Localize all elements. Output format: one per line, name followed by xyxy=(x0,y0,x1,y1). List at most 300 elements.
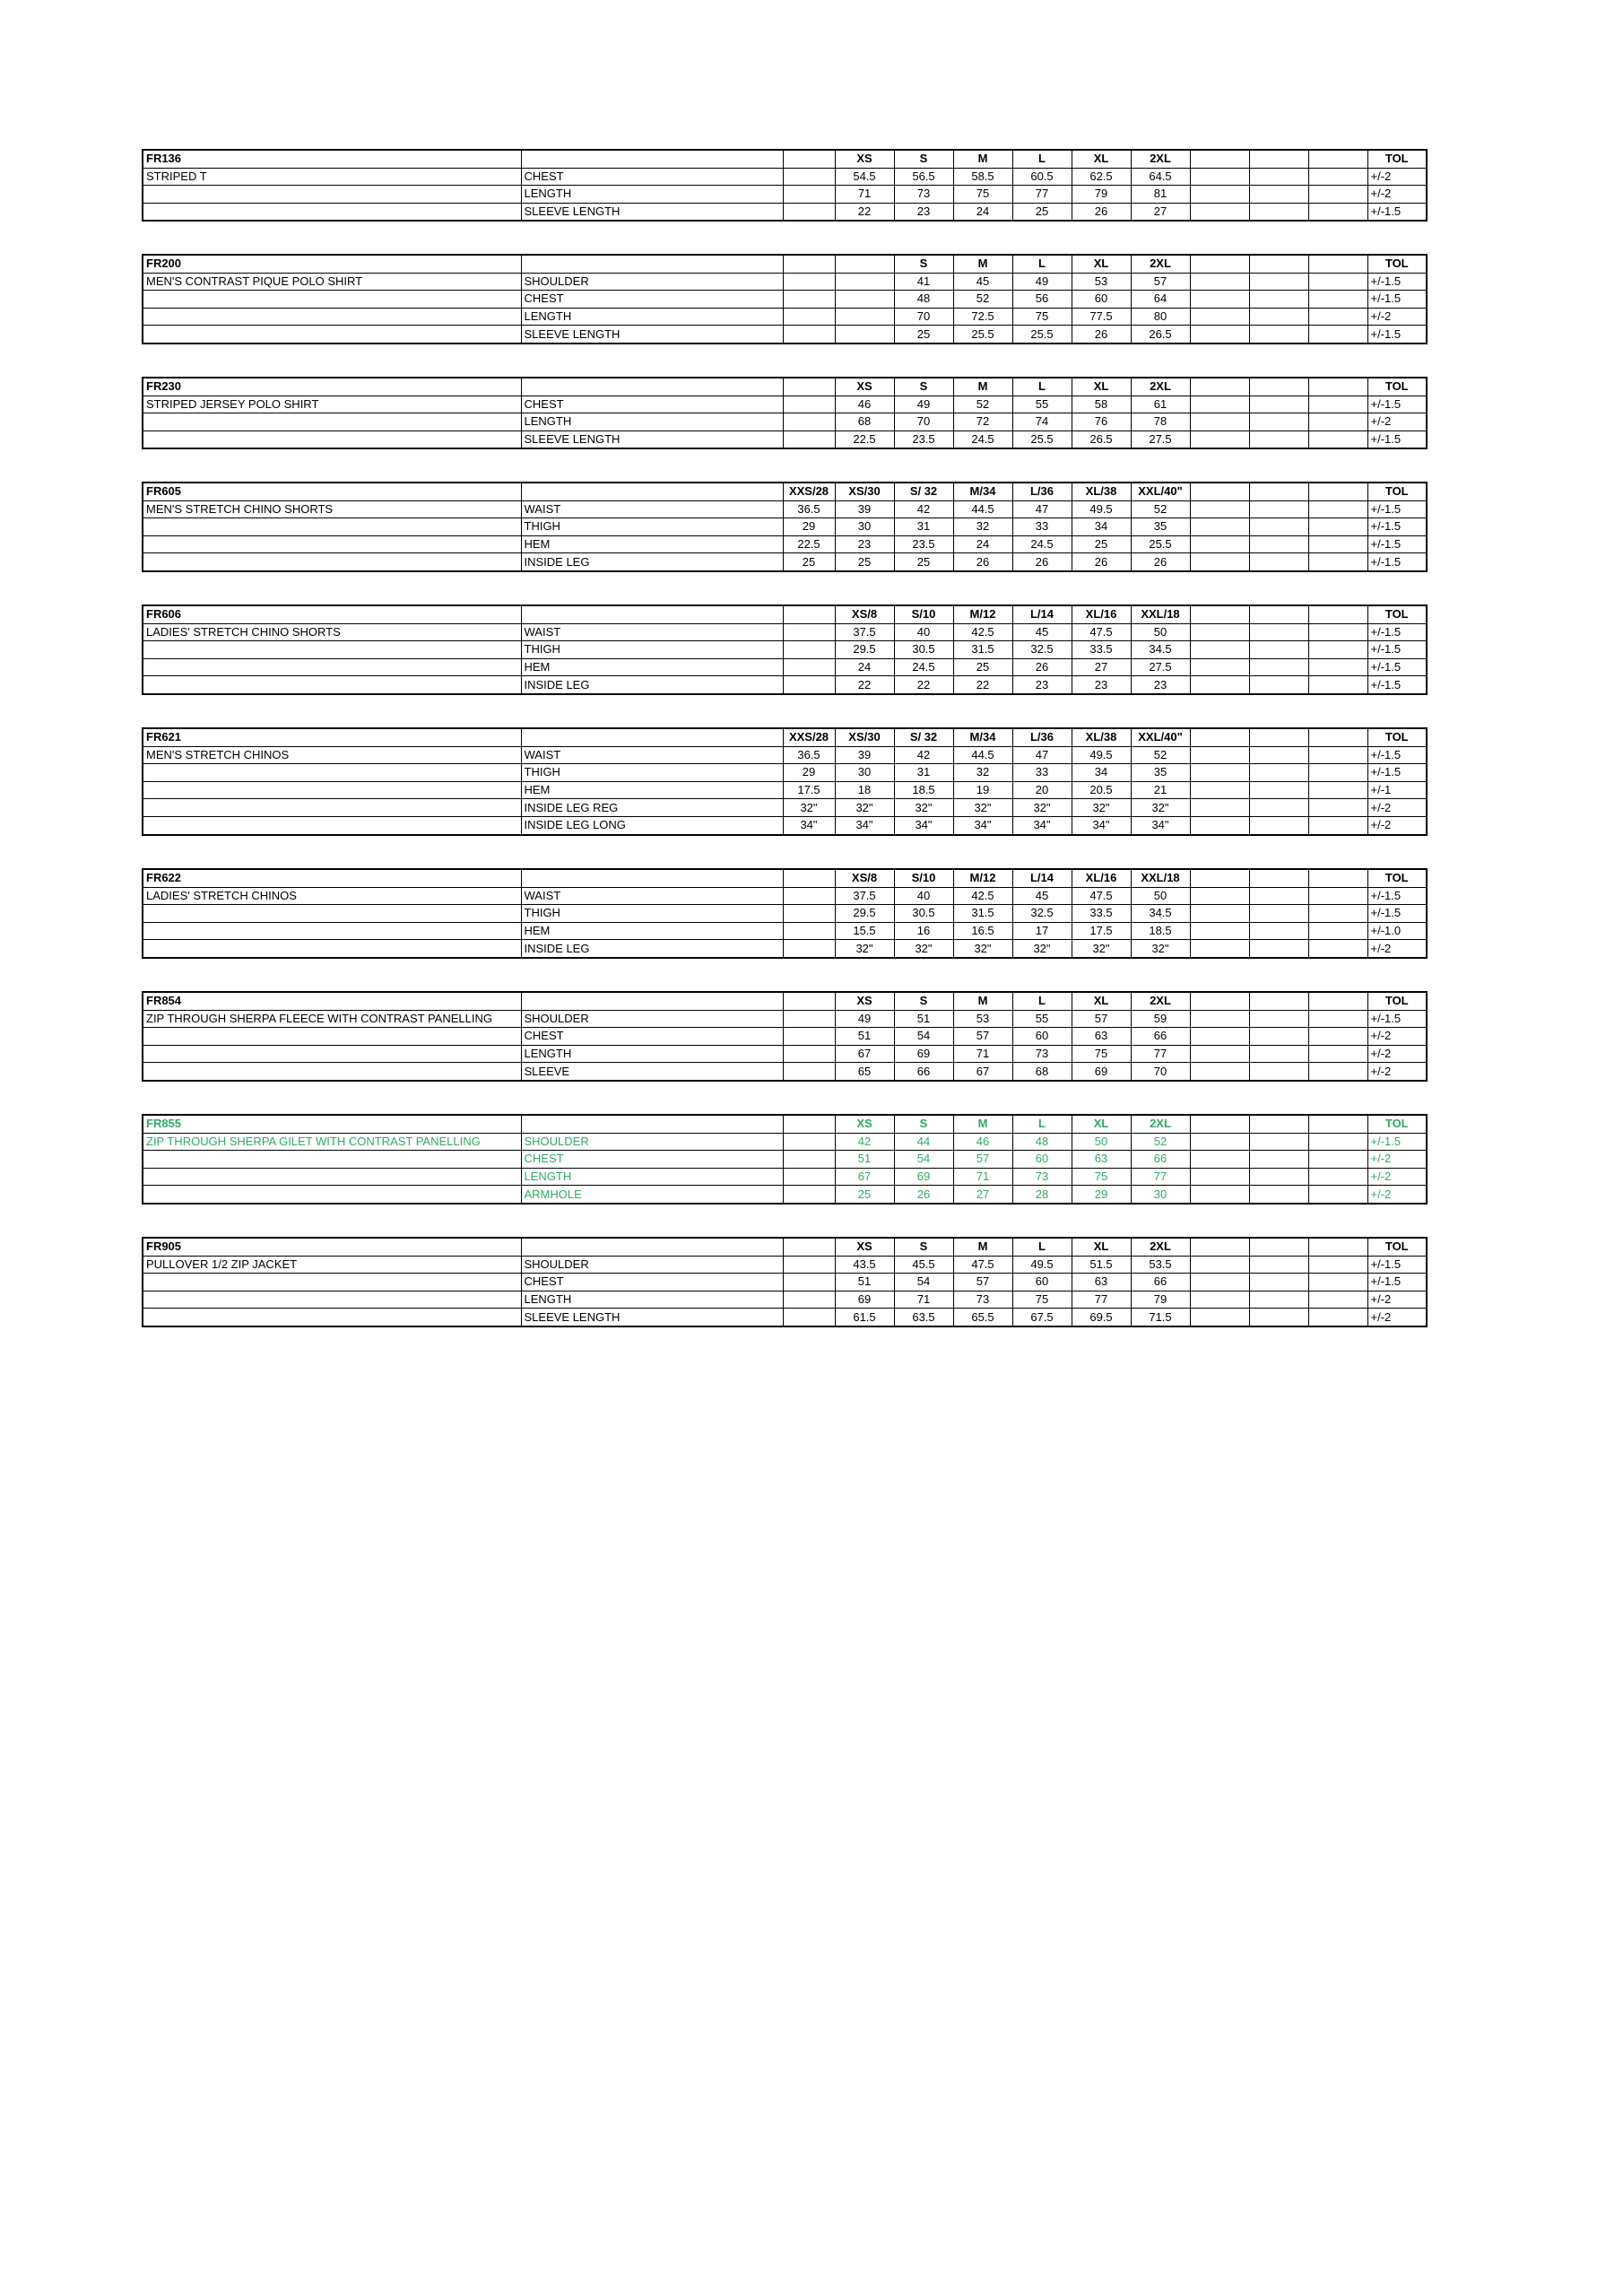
style-name: ZIP THROUGH SHERPA GILET WITH CONTRAST PANELLING xyxy=(143,1133,521,1151)
measurement-value: 25.5 xyxy=(1012,326,1072,344)
blank-cell xyxy=(143,326,521,344)
table-row xyxy=(143,1151,1427,1169)
measurement-value: 66 xyxy=(1131,1151,1190,1169)
measurement-value: 26 xyxy=(1072,326,1131,344)
style-code: FR606 xyxy=(143,605,521,623)
tolerance-header: TOL xyxy=(1367,483,1427,500)
tolerance-value: +/-1.5 xyxy=(1367,518,1427,536)
measurement-value xyxy=(1308,676,1367,694)
table-row xyxy=(143,1309,1427,1326)
measurement-value xyxy=(1308,203,1367,221)
measurement-label: SHOULDER xyxy=(521,1256,783,1274)
blank-cell xyxy=(143,905,521,923)
measurement-value: 77 xyxy=(1131,1168,1190,1186)
table-row xyxy=(143,1168,1427,1186)
measurement-label: LENGTH xyxy=(521,186,783,204)
tolerance-value: +/-2 xyxy=(1367,186,1427,204)
size-header xyxy=(1190,378,1249,396)
style-code: FR200 xyxy=(143,255,521,273)
size-header: XL xyxy=(1072,1238,1131,1256)
measurement-value: 42 xyxy=(835,1133,894,1151)
measurement-value: 40 xyxy=(894,623,953,641)
measurement-value xyxy=(1308,1151,1367,1169)
size-header: M xyxy=(953,1238,1012,1256)
tolerance-value: +/-2 xyxy=(1367,1291,1427,1309)
header-blank-cell xyxy=(521,255,783,273)
measurement-value xyxy=(1308,1133,1367,1151)
measurement-value: 22 xyxy=(835,203,894,221)
measurement-label: SLEEVE xyxy=(521,1063,783,1081)
measurement-value: 40 xyxy=(894,887,953,905)
measurement-value: 29.5 xyxy=(835,641,894,659)
measurement-value xyxy=(1249,764,1308,782)
measurement-label: SLEEVE LENGTH xyxy=(521,326,783,344)
size-header xyxy=(783,255,835,273)
size-header: XL/16 xyxy=(1072,869,1131,887)
size-header xyxy=(1308,728,1367,746)
tolerance-value: +/-2 xyxy=(1367,1045,1427,1063)
tolerance-value: +/-1.5 xyxy=(1367,553,1427,571)
measurement-value xyxy=(1308,186,1367,204)
measurement-value: 23 xyxy=(835,535,894,553)
table-row xyxy=(143,518,1427,536)
measurement-value: 62.5 xyxy=(1072,168,1131,186)
measurement-value: 80 xyxy=(1131,308,1190,326)
measurement-value: 34" xyxy=(1131,816,1190,834)
measurement-value xyxy=(1249,430,1308,448)
measurement-value: 23 xyxy=(1012,676,1072,694)
measurement-value xyxy=(1190,553,1249,571)
measurement-value: 73 xyxy=(1012,1168,1072,1186)
measurement-value: 57 xyxy=(1131,273,1190,291)
measurement-value xyxy=(1308,764,1367,782)
measurement-value xyxy=(783,905,835,923)
size-header xyxy=(1190,483,1249,500)
measurement-value: 63 xyxy=(1072,1274,1131,1292)
measurement-value: 54 xyxy=(894,1028,953,1046)
measurement-value: 25.5 xyxy=(1131,535,1190,553)
measurement-value xyxy=(1308,168,1367,186)
measurement-value: 66 xyxy=(1131,1274,1190,1292)
size-header: XS/30 xyxy=(835,728,894,746)
tolerance-value: +/-1.5 xyxy=(1367,658,1427,676)
measurement-value: 32" xyxy=(1072,799,1131,817)
measurement-value: 44 xyxy=(894,1133,953,1151)
header-blank-cell xyxy=(521,992,783,1010)
measurement-value: 47.5 xyxy=(1072,623,1131,641)
measurement-value: 57 xyxy=(953,1151,1012,1169)
tolerance-value: +/-2 xyxy=(1367,1309,1427,1326)
spec-table-fr855 xyxy=(142,1114,1428,1205)
size-header: XXL/18 xyxy=(1131,869,1190,887)
measurement-value xyxy=(1190,781,1249,799)
size-header xyxy=(783,1238,835,1256)
measurement-value: 43.5 xyxy=(835,1256,894,1274)
measurement-value xyxy=(1308,413,1367,431)
tolerance-header: TOL xyxy=(1367,255,1427,273)
size-header xyxy=(1249,255,1308,273)
table-row xyxy=(143,308,1427,326)
measurement-value xyxy=(1190,799,1249,817)
blank-cell xyxy=(143,1274,521,1292)
size-header: M/12 xyxy=(953,605,1012,623)
measurement-value: 32" xyxy=(894,799,953,817)
measurement-value: 51.5 xyxy=(1072,1256,1131,1274)
measurement-label: INSIDE LEG xyxy=(521,553,783,571)
size-header: XL xyxy=(1072,150,1131,168)
measurement-value xyxy=(1190,396,1249,413)
header-blank-cell xyxy=(521,728,783,746)
size-header xyxy=(1249,1238,1308,1256)
table-row xyxy=(143,186,1427,204)
measurement-value xyxy=(1308,1186,1367,1204)
measurement-value xyxy=(1308,1045,1367,1063)
table-row xyxy=(143,326,1427,344)
table-row xyxy=(143,746,1427,764)
tolerance-value: +/-1.5 xyxy=(1367,203,1427,221)
measurement-value: 59 xyxy=(1131,1010,1190,1028)
size-header: XXL/18 xyxy=(1131,605,1190,623)
size-header xyxy=(1308,483,1367,500)
style-name: LADIES' STRETCH CHINO SHORTS xyxy=(143,623,521,641)
measurement-label: CHEST xyxy=(521,168,783,186)
size-header: L xyxy=(1012,992,1072,1010)
measurement-value xyxy=(1249,1186,1308,1204)
size-header: S xyxy=(894,150,953,168)
measurement-value: 60 xyxy=(1012,1151,1072,1169)
blank-cell xyxy=(143,641,521,659)
measurement-value: 26 xyxy=(953,553,1012,571)
size-header: 2XL xyxy=(1131,150,1190,168)
tolerance-value: +/-1.5 xyxy=(1367,623,1427,641)
measurement-value xyxy=(1190,1256,1249,1274)
blank-cell xyxy=(143,1309,521,1326)
measurement-value: 34 xyxy=(1072,518,1131,536)
measurement-value: 30 xyxy=(1131,1186,1190,1204)
measurement-label: SHOULDER xyxy=(521,1010,783,1028)
measurement-label: INSIDE LEG REG xyxy=(521,799,783,817)
tolerance-value: +/-2 xyxy=(1367,1028,1427,1046)
measurement-value: 29 xyxy=(783,518,835,536)
measurement-value xyxy=(1190,203,1249,221)
measurement-label: THIGH xyxy=(521,518,783,536)
measurement-label: HEM xyxy=(521,781,783,799)
size-header: S/ 32 xyxy=(894,483,953,500)
tolerance-value: +/-1.5 xyxy=(1367,430,1427,448)
size-header: XXL/40" xyxy=(1131,483,1190,500)
size-header xyxy=(1249,728,1308,746)
measurement-value xyxy=(1190,922,1249,940)
measurement-value xyxy=(1308,905,1367,923)
measurement-value: 63.5 xyxy=(894,1309,953,1326)
measurement-value: 25.5 xyxy=(953,326,1012,344)
measurement-value: 24.5 xyxy=(953,430,1012,448)
measurement-value xyxy=(783,1063,835,1081)
measurement-value: 57 xyxy=(953,1028,1012,1046)
measurement-label: THIGH xyxy=(521,764,783,782)
measurement-value: 77 xyxy=(1072,1291,1131,1309)
measurement-label: HEM xyxy=(521,535,783,553)
measurement-value: 32" xyxy=(835,799,894,817)
blank-cell xyxy=(143,308,521,326)
measurement-value: 42 xyxy=(894,500,953,518)
table-row xyxy=(143,553,1427,571)
header-blank-cell xyxy=(521,378,783,396)
measurement-value: 67 xyxy=(835,1045,894,1063)
measurement-value: 70 xyxy=(894,308,953,326)
measurement-value: 26.5 xyxy=(1131,326,1190,344)
blank-cell xyxy=(143,1063,521,1081)
measurement-value xyxy=(783,1010,835,1028)
measurement-value: 34" xyxy=(953,816,1012,834)
measurement-value xyxy=(783,430,835,448)
measurement-value xyxy=(1190,186,1249,204)
measurement-value: 32" xyxy=(1131,799,1190,817)
size-header: XL xyxy=(1072,255,1131,273)
blank-cell xyxy=(143,518,521,536)
size-header: L xyxy=(1012,1115,1072,1133)
measurement-value xyxy=(1249,553,1308,571)
measurement-value: 32" xyxy=(953,940,1012,958)
tolerance-value: +/-1.5 xyxy=(1367,1274,1427,1292)
measurement-value xyxy=(1249,746,1308,764)
header-blank-cell xyxy=(521,605,783,623)
measurement-label: SHOULDER xyxy=(521,273,783,291)
size-header: L xyxy=(1012,378,1072,396)
size-header xyxy=(1249,1115,1308,1133)
measurement-value: 60 xyxy=(1012,1274,1072,1292)
measurement-value: 18.5 xyxy=(894,781,953,799)
table-row xyxy=(143,940,1427,958)
size-header: M xyxy=(953,992,1012,1010)
measurement-value: 53 xyxy=(1072,273,1131,291)
measurement-value xyxy=(1190,291,1249,309)
measurement-value: 65.5 xyxy=(953,1309,1012,1326)
measurement-label: LENGTH xyxy=(521,1168,783,1186)
style-name: MEN'S CONTRAST PIQUE POLO SHIRT xyxy=(143,273,521,291)
measurement-value: 35 xyxy=(1131,518,1190,536)
measurement-value xyxy=(1308,1010,1367,1028)
measurement-value xyxy=(1190,658,1249,676)
measurement-value: 46 xyxy=(953,1133,1012,1151)
measurement-value: 52 xyxy=(1131,746,1190,764)
measurement-value: 34.5 xyxy=(1131,905,1190,923)
measurement-value xyxy=(783,641,835,659)
measurement-value xyxy=(835,273,894,291)
measurement-label: INSIDE LEG xyxy=(521,676,783,694)
measurement-value: 24.5 xyxy=(894,658,953,676)
measurement-value xyxy=(1249,1010,1308,1028)
measurement-value: 30.5 xyxy=(894,905,953,923)
measurement-value: 77.5 xyxy=(1072,308,1131,326)
measurement-value xyxy=(1190,1133,1249,1151)
size-header: M xyxy=(953,1115,1012,1133)
measurement-value xyxy=(1249,799,1308,817)
measurement-value: 45 xyxy=(953,273,1012,291)
measurement-value xyxy=(1249,518,1308,536)
style-code: FR622 xyxy=(143,869,521,887)
measurement-label: CHEST xyxy=(521,291,783,309)
measurement-value: 25 xyxy=(953,658,1012,676)
measurement-value xyxy=(1249,1045,1308,1063)
measurement-value: 49 xyxy=(1012,273,1072,291)
measurement-value: 27 xyxy=(953,1186,1012,1204)
size-header: S xyxy=(894,1238,953,1256)
measurement-value: 22.5 xyxy=(783,535,835,553)
measurement-value: 26 xyxy=(894,1186,953,1204)
size-header: XL/38 xyxy=(1072,483,1131,500)
measurement-value xyxy=(1249,781,1308,799)
measurement-value xyxy=(1249,1028,1308,1046)
measurement-value: 52 xyxy=(1131,500,1190,518)
measurement-value: 68 xyxy=(1012,1063,1072,1081)
measurement-value: 72.5 xyxy=(953,308,1012,326)
measurement-value xyxy=(1249,1063,1308,1081)
measurement-value xyxy=(1308,940,1367,958)
spec-table-fr230 xyxy=(142,377,1428,449)
measurement-label: ARMHOLE xyxy=(521,1186,783,1204)
measurement-value: 49 xyxy=(894,396,953,413)
tolerance-header: TOL xyxy=(1367,1115,1427,1133)
table-row xyxy=(143,623,1427,641)
measurement-value: 32" xyxy=(1012,940,1072,958)
table-row xyxy=(143,430,1427,448)
measurement-value xyxy=(783,168,835,186)
table-row xyxy=(143,535,1427,553)
table-row xyxy=(143,1274,1427,1292)
size-header: L/14 xyxy=(1012,605,1072,623)
measurement-value xyxy=(783,1309,835,1326)
tolerance-value: +/-2 xyxy=(1367,1151,1427,1169)
measurement-value: 17 xyxy=(1012,922,1072,940)
measurement-value: 31 xyxy=(894,518,953,536)
table-row xyxy=(143,291,1427,309)
size-header xyxy=(783,605,835,623)
measurement-value xyxy=(835,291,894,309)
measurement-value: 23 xyxy=(1072,676,1131,694)
measurement-value: 32" xyxy=(1131,940,1190,958)
measurement-label: THIGH xyxy=(521,905,783,923)
measurement-value: 26 xyxy=(1072,553,1131,571)
size-header xyxy=(783,150,835,168)
measurement-value: 52 xyxy=(1131,1133,1190,1151)
measurement-label: LENGTH xyxy=(521,1045,783,1063)
spec-table-fr200 xyxy=(142,254,1428,344)
size-header: S/10 xyxy=(894,869,953,887)
style-code: FR854 xyxy=(143,992,521,1010)
size-header: S xyxy=(894,1115,953,1133)
measurement-value: 60 xyxy=(1072,291,1131,309)
measurement-value: 48 xyxy=(1012,1133,1072,1151)
measurement-value xyxy=(1190,1028,1249,1046)
table-header-row xyxy=(143,150,1427,168)
measurement-value: 27 xyxy=(1072,658,1131,676)
measurement-value: 67 xyxy=(953,1063,1012,1081)
measurement-label: LENGTH xyxy=(521,308,783,326)
size-header: XL xyxy=(1072,992,1131,1010)
measurement-value xyxy=(783,1151,835,1169)
spec-table-fr621 xyxy=(142,727,1428,836)
measurement-value xyxy=(1308,326,1367,344)
measurement-value: 34" xyxy=(894,816,953,834)
measurement-value xyxy=(783,1256,835,1274)
measurement-value: 26 xyxy=(1131,553,1190,571)
measurement-value xyxy=(1308,816,1367,834)
table-row xyxy=(143,816,1427,834)
measurement-value: 34" xyxy=(835,816,894,834)
style-name: ZIP THROUGH SHERPA FLEECE WITH CONTRAST PANELLING xyxy=(143,1010,521,1028)
measurement-value xyxy=(1190,623,1249,641)
measurement-value xyxy=(783,623,835,641)
size-header: XS xyxy=(835,378,894,396)
tolerance-value: +/-1 xyxy=(1367,781,1427,799)
measurement-value: 54 xyxy=(894,1151,953,1169)
measurement-value: 22 xyxy=(894,676,953,694)
tolerance-value: +/-2 xyxy=(1367,816,1427,834)
tolerance-value: +/-1.5 xyxy=(1367,746,1427,764)
measurement-value: 26 xyxy=(1012,658,1072,676)
table-header-row xyxy=(143,483,1427,500)
blank-cell xyxy=(143,676,521,694)
size-header: L/14 xyxy=(1012,869,1072,887)
measurement-value xyxy=(1190,887,1249,905)
measurement-value: 81 xyxy=(1131,186,1190,204)
measurement-value xyxy=(1249,641,1308,659)
measurement-value: 51 xyxy=(835,1028,894,1046)
measurement-value xyxy=(1249,887,1308,905)
tolerance-value: +/-1.5 xyxy=(1367,326,1427,344)
measurement-label: WAIST xyxy=(521,623,783,641)
measurement-value: 24.5 xyxy=(1012,535,1072,553)
measurement-label: SLEEVE LENGTH xyxy=(521,203,783,221)
tolerance-value: +/-1.5 xyxy=(1367,1133,1427,1151)
size-header xyxy=(783,1115,835,1133)
blank-cell xyxy=(143,1045,521,1063)
measurement-label: HEM xyxy=(521,658,783,676)
measurement-value: 31.5 xyxy=(953,905,1012,923)
table-row xyxy=(143,658,1427,676)
measurement-value xyxy=(783,658,835,676)
measurement-value: 25 xyxy=(1072,535,1131,553)
measurement-value: 27.5 xyxy=(1131,658,1190,676)
measurement-value: 27.5 xyxy=(1131,430,1190,448)
blank-cell xyxy=(143,1151,521,1169)
measurement-value: 75 xyxy=(1072,1168,1131,1186)
measurement-value xyxy=(1190,518,1249,536)
size-header xyxy=(1190,728,1249,746)
measurement-value xyxy=(1308,746,1367,764)
measurement-value: 79 xyxy=(1131,1291,1190,1309)
size-header xyxy=(1308,1115,1367,1133)
table-row xyxy=(143,905,1427,923)
measurement-value xyxy=(783,1291,835,1309)
measurement-value: 45 xyxy=(1012,623,1072,641)
tolerance-value: +/-1.5 xyxy=(1367,764,1427,782)
measurement-value: 42.5 xyxy=(953,623,1012,641)
measurement-value xyxy=(1190,676,1249,694)
measurement-value xyxy=(1190,273,1249,291)
tolerance-header: TOL xyxy=(1367,992,1427,1010)
size-header xyxy=(1308,150,1367,168)
tolerance-value: +/-2 xyxy=(1367,413,1427,431)
tolerance-value: +/-2 xyxy=(1367,308,1427,326)
tolerance-value: +/-1.0 xyxy=(1367,922,1427,940)
measurement-value xyxy=(1190,413,1249,431)
measurement-label: CHEST xyxy=(521,1151,783,1169)
measurement-value: 60 xyxy=(1012,1028,1072,1046)
size-header xyxy=(1249,150,1308,168)
size-header xyxy=(1249,605,1308,623)
